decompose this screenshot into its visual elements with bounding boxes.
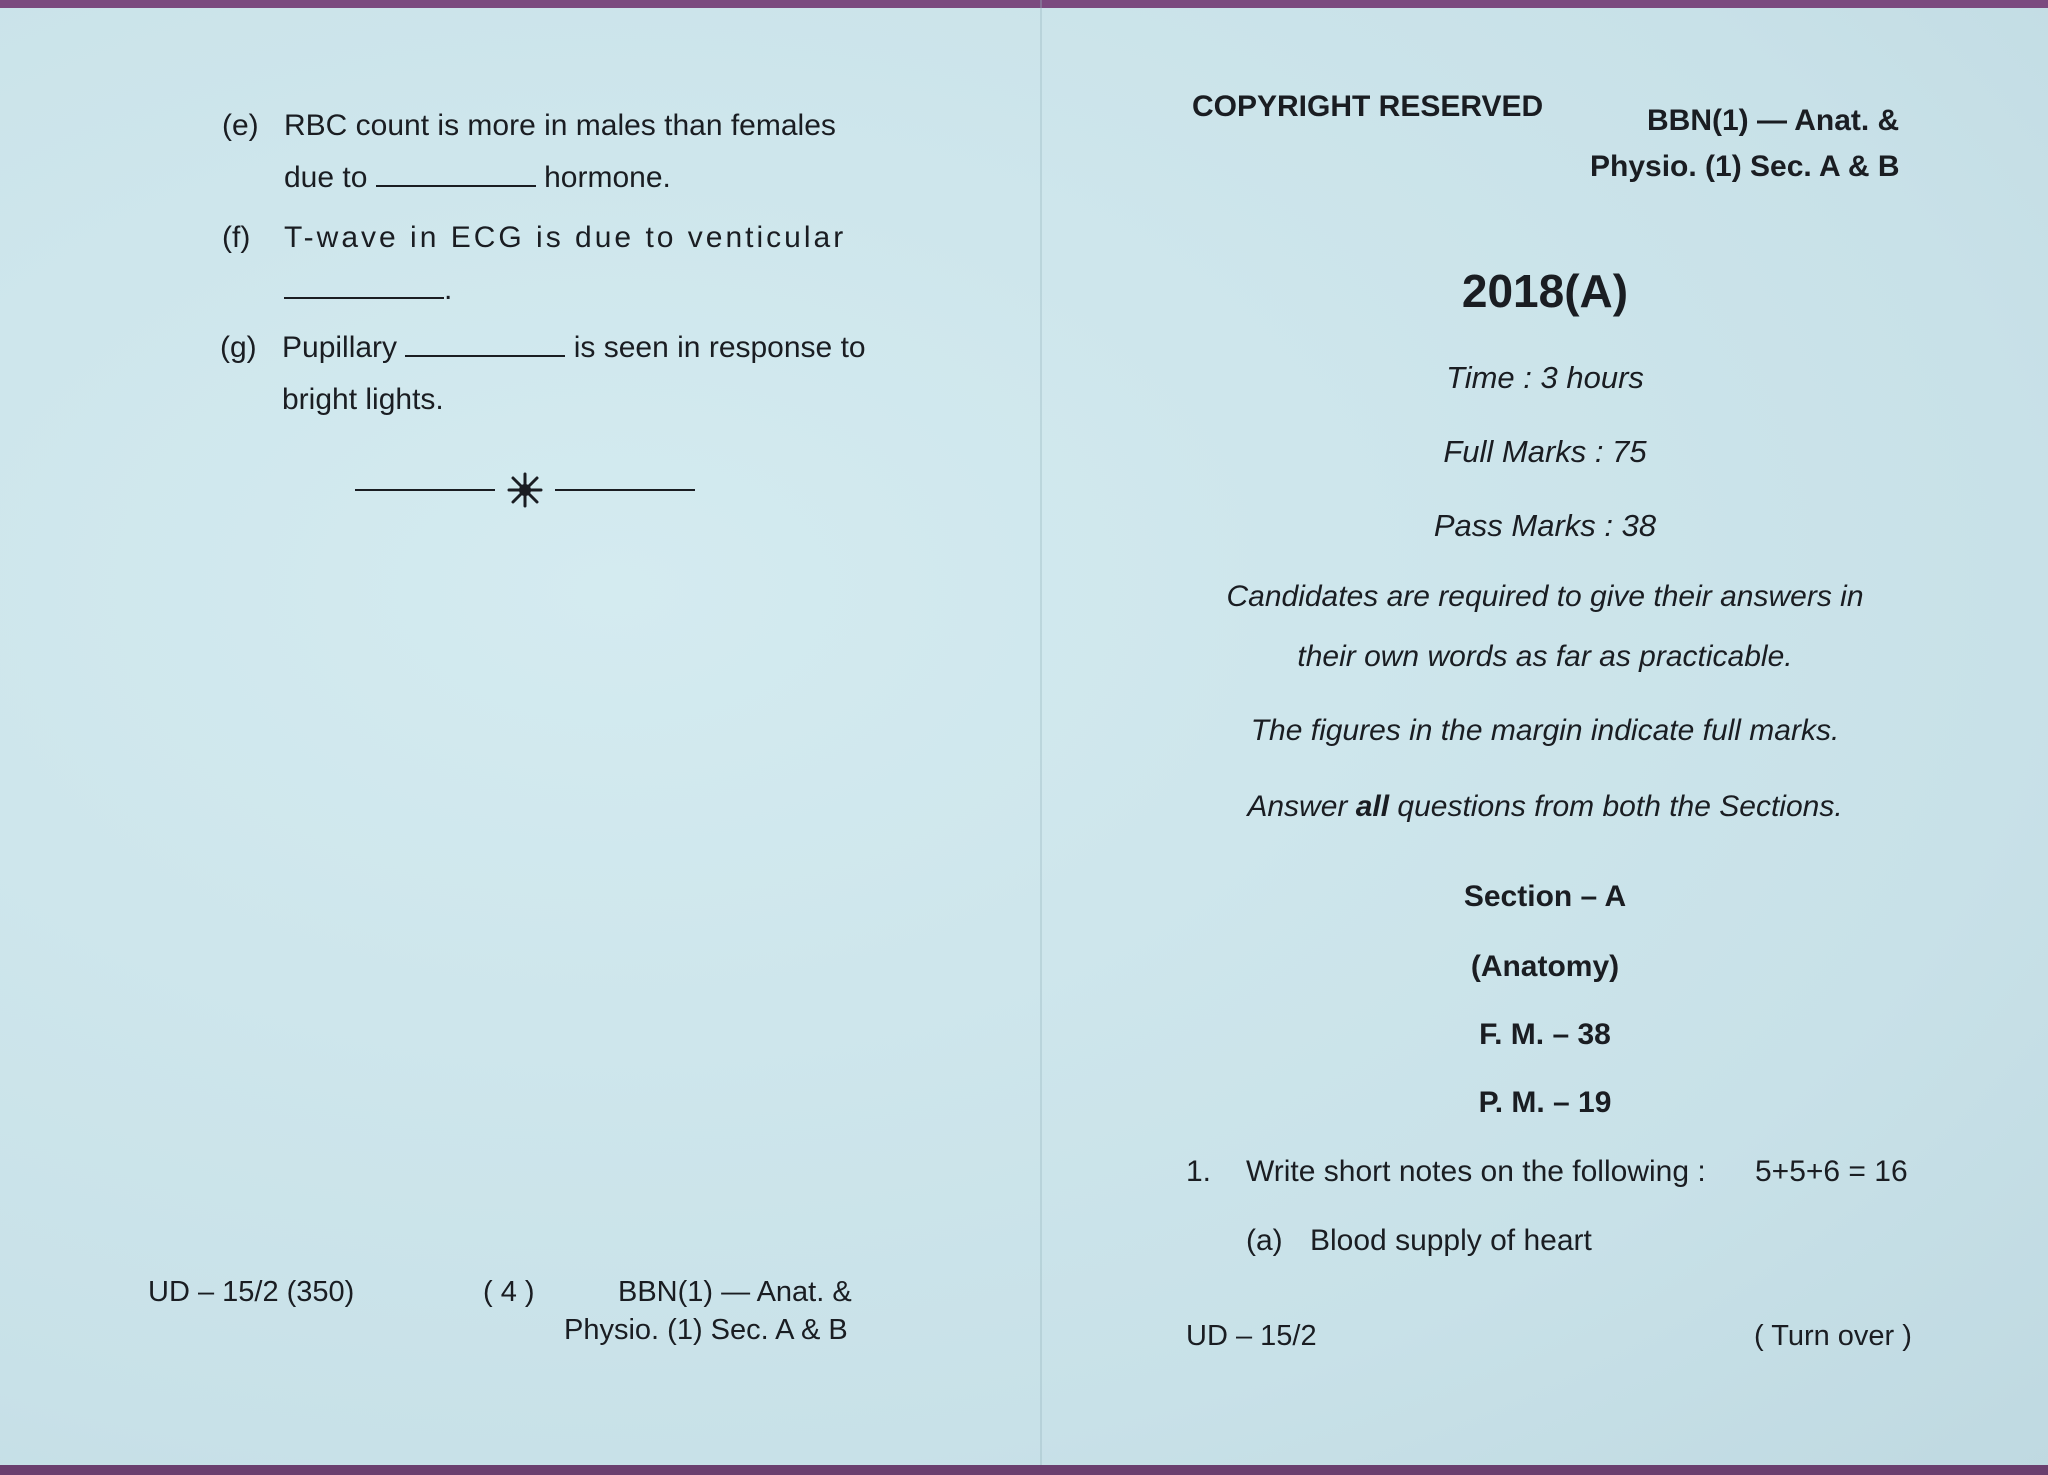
question-text-post: is seen in response to [573,331,866,364]
question-letter: (e) [222,109,259,142]
instruction-answer-all [1042,790,2048,824]
instruction-text: Answer [1247,790,1356,823]
instruction-text: questions from both the Sections. [1389,790,1843,823]
answer-blank [405,355,565,357]
instruction-line2: their own words as far as practicable. [1297,640,1793,673]
question-text-line2: bright lights. [282,383,444,416]
right-page [1042,0,2048,1475]
question-text: Write short notes on the following : [1246,1155,1706,1188]
divider-line-right [555,489,695,491]
end-divider [355,470,695,510]
copyright-notice: COPYRIGHT RESERVED [1192,90,1544,123]
full-marks: Full Marks : 75 [1443,434,1647,469]
footer-subject-line1: BBN(1) — Anat. & [618,1276,852,1308]
question-letter: (g) [220,331,257,364]
exam-time: Time : 3 hours [1446,360,1644,395]
footer-subject-line2: Physio. (1) Sec. A & B [564,1314,848,1346]
subquestion-letter: (a) [1246,1224,1283,1257]
question-number: 1. [1186,1155,1212,1188]
question-text-post: hormone. [544,161,671,194]
question-text-line1: T-wave in ECG is due to venticular [284,221,847,254]
instruction-line1: Candidates are required to give their answers in [1226,580,1864,613]
instruction-marks: The figures in the margin indicate full marks. [1250,714,1840,747]
subject-code-line2: Physio. (1) Sec. A & B [1590,150,1900,183]
question-text-pre: Pupillary [282,331,398,364]
pass-marks: Pass Marks : 38 [1433,508,1657,543]
bottom-cover-edge [0,1465,2048,1475]
question-text-line2 [284,264,452,316]
answer-blank [376,185,536,187]
answer-blank [284,297,444,299]
exam-year: 2018(A) [1461,265,1629,317]
section-subject: (Anatomy) [1470,950,1620,983]
footer-code: UD – 15/2 (350) [148,1276,355,1308]
footer-page-number: ( 4 ) [483,1276,535,1308]
question-letter: (f) [222,221,251,254]
footer-code: UD – 15/2 [1186,1320,1317,1352]
section-title: Section – A [1463,880,1627,913]
question-e [222,100,922,210]
question-f [222,212,922,322]
question-text-line1: RBC count is more in males than females [284,109,836,142]
question-text-line2 [284,152,671,204]
subject-code-line1: BBN(1) — Anat. & [1647,104,1900,137]
divider-line-left [355,489,495,491]
section-pass-marks: P. M. – 19 [1478,1086,1612,1119]
question-g [220,322,920,432]
instruction-emphasis: all [1355,790,1390,823]
question-text-pre: due to [284,161,368,194]
question-marks: 5+5+6 = 16 [1755,1155,1908,1188]
question-text-post: . [444,273,453,306]
turn-over-note: ( Turn over ) [1754,1320,1912,1352]
question-text-line1 [282,322,866,374]
asterisk-ornament-icon [505,470,545,510]
subquestion-text: Blood supply of heart [1310,1224,1592,1257]
section-full-marks: F. M. – 38 [1479,1018,1611,1051]
